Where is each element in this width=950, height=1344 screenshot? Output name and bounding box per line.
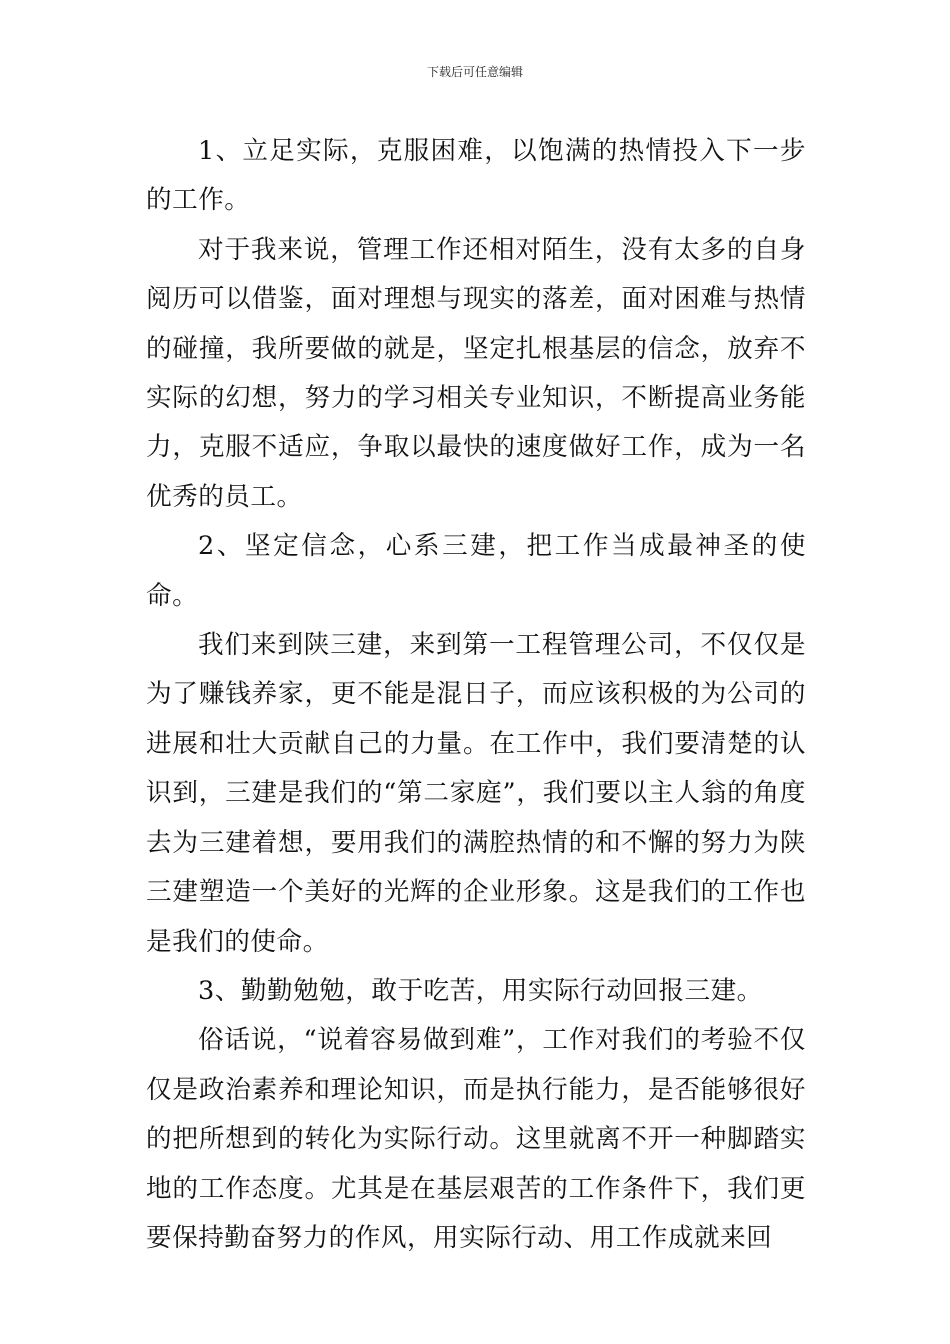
paragraph-heading-1: 1、立足实际，克服困难，以饱满的热情投入下一步的工作。 (146, 136, 806, 216)
document-body (146, 127, 806, 1263)
paragraph-body-1: 对于我来说，管理工作还相对陌生，没有太多的自身阅历可以借鉴，面对理想与现实的落差，面对困难与热情的碰撞，我所要做的就是，坚定扎根基层的信念，放弃不实际的幻想，努力的学习相关专业知识，不断提高业务能力，克服不适应，争取以最快的速度做好工作，成为一名优秀的员工。 (146, 234, 806, 512)
paragraph-body-3: 俗话说，“说着容易做到难”，工作对我们的考验不仅仅是政治素养和理论知识，而是执行能力，是否能够很好的把所想到的转化为实际行动。这里就离不开一种脚踏实地的工作态度。尤其是在基层艰苦的工作条件下，我们更要保持勤奋努力的作风，用实际行动、用工作成就来回 (146, 1025, 806, 1253)
page-header: 下载后可任意编辑 (426, 65, 523, 79)
paragraph-heading-3: 3、勤勤勉勉，敢于吃苦，用实际行动回报三建。 (198, 975, 763, 1006)
paragraph-heading-2: 2、坚定信念，心系三建，把工作当成最神圣的使命。 (146, 531, 806, 611)
paragraph-body-2: 我们来到陕三建，来到第一工程管理公司，不仅仅是为了赚钱养家，更不能是混日子，而应该积极的为公司的进展和壮大贡献自己的力量。在工作中，我们要清楚的认识到，三建是我们的“第二家庭”，我们要以主人翁的角度去为三建着想，要用我们的满腔热情的和不懈的努力为陕三建塑造一个美好的光辉的企业形象。这是我们的工作也是我们的使命。 (146, 630, 806, 957)
